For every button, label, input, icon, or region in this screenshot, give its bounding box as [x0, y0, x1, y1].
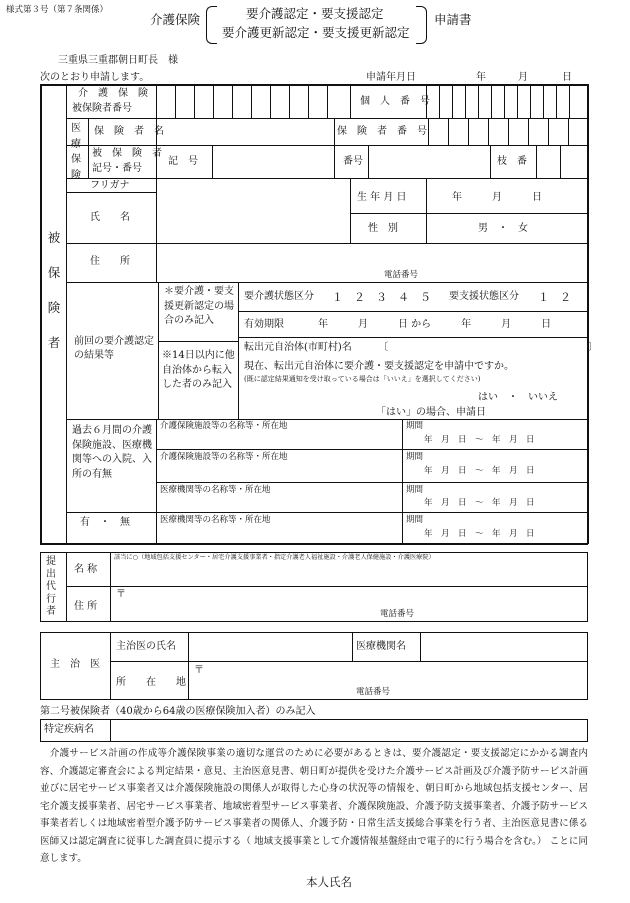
address-input[interactable] — [157, 244, 587, 270]
agent-name-label: 名 称 — [74, 564, 98, 575]
transfer-note: ※14日以内に他自治体から転入した者のみ記入 — [162, 350, 235, 390]
date-day[interactable]: 日 — [562, 72, 572, 83]
doctor-institution-input[interactable] — [421, 633, 587, 661]
kaigo-insured-number-label-1: 介 護 保 険 — [78, 88, 148, 99]
doctor-name-input[interactable] — [189, 633, 352, 661]
validity-value[interactable]: 年 月 日 から 年 月 日 — [318, 319, 552, 330]
birth-date-value[interactable]: 年 月 日 — [452, 192, 542, 203]
insured-code-label-1: 被 保 険 者 — [92, 148, 162, 159]
kigo-label: 記 号 — [168, 156, 198, 167]
insurer-name-input[interactable] — [157, 119, 334, 145]
history-period-label-4: 期間 — [406, 515, 424, 525]
title-line-1: 要介護認定・要支援認定 — [246, 6, 384, 21]
history-label: 過去６月間の介護保険施設、医療機関等への入院、入所の有無 — [72, 425, 152, 480]
agent-postal-mark: 〒 — [116, 589, 126, 600]
yes-application-date[interactable]: 「はい」の場合、申請日 — [376, 407, 486, 418]
sex-options[interactable]: 男 ・ 女 — [478, 223, 528, 234]
edaban-label: 枝 番 — [497, 156, 527, 167]
history-facility-2: 介護保険施設等の名称等・所在地 — [160, 452, 288, 462]
birth-date-label: 生 年 月 日 — [357, 192, 407, 203]
title-suffix: 申請書 — [434, 12, 472, 27]
consent-text: 介護サービス計画の作成等介護保険事業の適切な運営のために必要があるときは、要介護認定・要支援認定にかかる調査内容、介護認定審査会による判定結果・意見、主治医意見書、朝日町が提供を受けた介護サービス計画及び介護予防サービス計画並びに居宅サービス事業者又は介護保険施設の関係人が取得した心身の状況等の情報を、朝日町から地域包括支援センター、居宅介護支援事業者、居宅サービス事業者、地域密着型サービス事業者、介護保険施設、介護予防支援事業者、介護予防サービス事業者若しくは地域密着型介護予防サービス事業者の関係人、介護予防・日常生活支援総合事業を行う者、主治医意見書に係る医師又は認定調査に従事した調査員に提示する（ 地域支援事業として介護情報基盤経由で電子的に行う場合を含む。） ことに同意します。 — [40, 748, 588, 865]
support-level-label: 要支援状態区分 — [449, 291, 519, 302]
doctor-label: 主 治 医 — [50, 659, 100, 670]
agent-label: 提出代行者 — [46, 556, 56, 617]
history-facility-1: 介護保険施設等の名称等・所在地 — [160, 421, 288, 431]
intro-text: 次のとおり申請します。 — [40, 72, 150, 83]
title-right-bracket — [416, 6, 427, 44]
insured-section-label: 被保険者 — [47, 230, 61, 350]
agent-phone-label: 電話番号 — [380, 609, 415, 619]
applying-yes-no[interactable]: はい ・ いいえ — [478, 392, 558, 403]
origin-municipality-input[interactable]: 〔 〕 — [378, 342, 598, 353]
previous-result-label: 前回の要介護認定の結果等 — [74, 336, 154, 361]
history-facility-4: 医療機関等の名称等・所在地 — [160, 515, 271, 525]
history-presence[interactable]: 有 ・ 無 — [80, 517, 130, 528]
history-period-label-3: 期間 — [406, 485, 424, 495]
title-left-bracket — [206, 6, 217, 44]
medical-insurance-label: 医療保険 — [71, 123, 81, 181]
agent-address-label: 住 所 — [74, 601, 98, 612]
history-period-3[interactable]: 年 月 日 ～ 年 月 日 — [424, 498, 535, 508]
second-insured-heading: 第二号被保険者（40歳から64歳の医療保険加入者）のみ記入 — [40, 706, 316, 717]
insurer-number-label: 保 険 者 番 号 — [337, 126, 427, 137]
agent-type-note[interactable]: 該当に○（地域包括支援センター・居宅介護支援事業者・指定介護老人福祉施設・介護老人保健施設・介護医療院） — [114, 554, 435, 561]
applying-question: 現在、転出元自治体に要介護・要支援認定を申請中ですか。 — [244, 361, 514, 372]
history-facility-3: 医療機関等の名称等・所在地 — [160, 485, 271, 495]
applying-subnote: (既に認定結果通知を受け取っている場合は「いいえ」を選択してください) — [244, 375, 481, 383]
insurer-name-label: 保 険 者 名 — [94, 126, 164, 137]
doctor-institution-label: 医療機関名 — [356, 641, 406, 652]
signature-label: 本人氏名 — [306, 875, 352, 889]
doctor-name-label: 主治医の氏名 — [116, 641, 176, 652]
disease-name-label: 特定疾病名 — [44, 724, 94, 735]
address-label: 住 所 — [90, 256, 130, 267]
support-level-options[interactable]: １ ２ — [538, 291, 571, 304]
origin-municipality-label: 転出元自治体(市町村)名 — [244, 342, 352, 353]
date-year[interactable]: 年 — [476, 72, 486, 83]
care-level-label: 要介護状態区分 — [244, 291, 314, 302]
care-level-options[interactable]: １ ２ ３ ４ ５ — [332, 291, 431, 304]
validity-label: 有効期限 — [244, 319, 284, 330]
history-period-1[interactable]: 年 月 日 ～ 年 月 日 — [424, 435, 535, 445]
form-number: 様式第３号（第７条関係） — [6, 5, 109, 15]
doctor-address-label: 所 在 地 — [116, 677, 186, 688]
personal-number-input[interactable] — [427, 85, 587, 118]
title-prefix: 介護保険 — [150, 12, 201, 27]
history-period-2[interactable]: 年 月 日 ～ 年 月 日 — [424, 466, 535, 476]
insured-code-label-2: 記号・番号 — [92, 163, 142, 174]
name-input[interactable] — [157, 179, 350, 243]
title-line-2: 要介護更新認定・要支援更新認定 — [222, 25, 410, 40]
doctor-postal-mark: 〒 — [194, 665, 204, 676]
sex-label: 性 別 — [368, 223, 398, 234]
addressee: 三重県三重郡朝日町長 様 — [58, 55, 178, 66]
kaigo-insured-number-input[interactable] — [157, 85, 350, 118]
applicant-phone-label: 電話番号 — [384, 270, 419, 280]
furigana-label: フリガナ — [90, 180, 130, 191]
disease-name-input[interactable] — [111, 720, 587, 741]
name-label: 氏 名 — [90, 212, 130, 223]
personal-number-label: 個 人 番 号 — [360, 96, 430, 107]
kaigo-insured-number-label-2: 被保険者番号 — [72, 103, 132, 114]
renewal-note: ＊要介護・要支援更新認定の場合のみ記入 — [164, 286, 234, 326]
history-period-label-1: 期間 — [406, 421, 424, 431]
application-date-label: 申請年月日 — [366, 72, 416, 83]
bango-label: 番号 — [343, 156, 363, 167]
doctor-phone-label: 電話番号 — [356, 687, 391, 697]
history-period-label-2: 期間 — [406, 452, 424, 462]
history-period-4[interactable]: 年 月 日 ～ 年 月 日 — [424, 529, 535, 539]
date-month[interactable]: 月 — [518, 72, 528, 83]
